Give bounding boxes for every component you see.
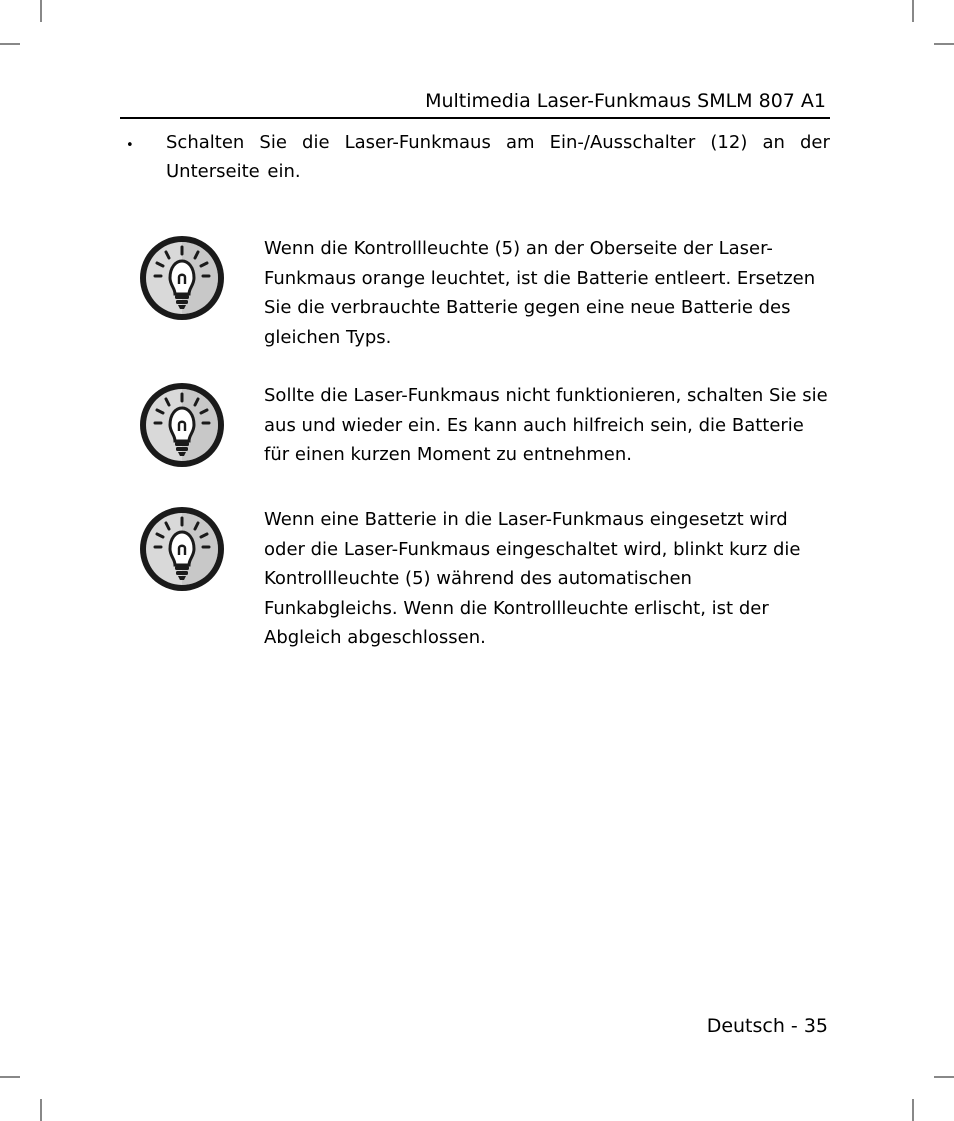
bullet-word: (12) [710, 132, 748, 153]
tip-line: Sollte die Laser-Funkmaus nicht funktionieren, schalten Sie sie [264, 385, 828, 406]
tip-line: aus und wieder ein. Es kann auch hilfreich sein, die Batterie [264, 414, 804, 436]
bullet-text [166, 128, 830, 186]
tip-line: Funkmaus orange leuchtet, ist die Batterie entleert. Ersetzen [264, 267, 816, 289]
crop-mark-bottom-left [40, 1099, 42, 1121]
bullet-word: der [799, 132, 830, 153]
crop-mark-left-bottom [0, 1076, 20, 1078]
bullet-word: Ein-/Ausschalter [549, 132, 696, 153]
lightbulb-icon [138, 381, 226, 469]
header-rule [120, 117, 830, 119]
crop-mark-right-top [934, 43, 954, 45]
tip-text [264, 381, 828, 470]
bullet-word: Sie [259, 132, 287, 153]
lightbulb-icon [138, 234, 226, 322]
bullet-marker: • [126, 138, 134, 153]
crop-mark-left-top [0, 43, 20, 45]
tip-line: oder die Laser-Funkmaus eingeschaltet wird, blinkt kurz die [264, 538, 801, 560]
tip-line: Wenn eine Batterie in die Laser-Funkmaus eingesetzt wird [264, 509, 788, 530]
bullet-word: die [302, 132, 330, 153]
tip-line: Abgleich abgeschlossen. [264, 627, 486, 649]
tip-line: gleichen Typs. [264, 326, 392, 348]
crop-mark-top-right [912, 0, 914, 22]
bullet-word: Schalten [166, 132, 245, 153]
page-header-title: Multimedia Laser-Funkmaus SMLM 807 A1 [425, 90, 826, 112]
bullet-word: Laser-Funkmaus [344, 132, 491, 153]
tip-line: Funkabgleichs. Wenn die Kontrollleuchte erlischt, ist der [264, 597, 769, 619]
page-number: Deutsch - 35 [706, 1015, 828, 1037]
crop-mark-bottom-right [912, 1099, 914, 1121]
crop-mark-top-left [40, 0, 42, 22]
bullet-word: am [505, 132, 535, 153]
tip-line: für einen kurzen Moment zu entnehmen. [264, 444, 632, 466]
bullet-line-1 [166, 128, 830, 157]
bullet-line-2: Unterseite ein. [166, 161, 301, 182]
tip-line: Wenn die Kontrollleuchte (5) an der Oberseite der Laser- [264, 238, 773, 259]
bullet-word: an [762, 132, 785, 153]
tip-line: Sie die verbrauchte Batterie gegen eine neue Batterie des [264, 297, 791, 319]
lightbulb-icon [138, 505, 226, 593]
tip-text [264, 505, 824, 653]
tip-line: Kontrollleuchte (5) während des automatischen [264, 568, 692, 590]
crop-mark-right-bottom [934, 1076, 954, 1078]
tip-text [264, 234, 824, 352]
